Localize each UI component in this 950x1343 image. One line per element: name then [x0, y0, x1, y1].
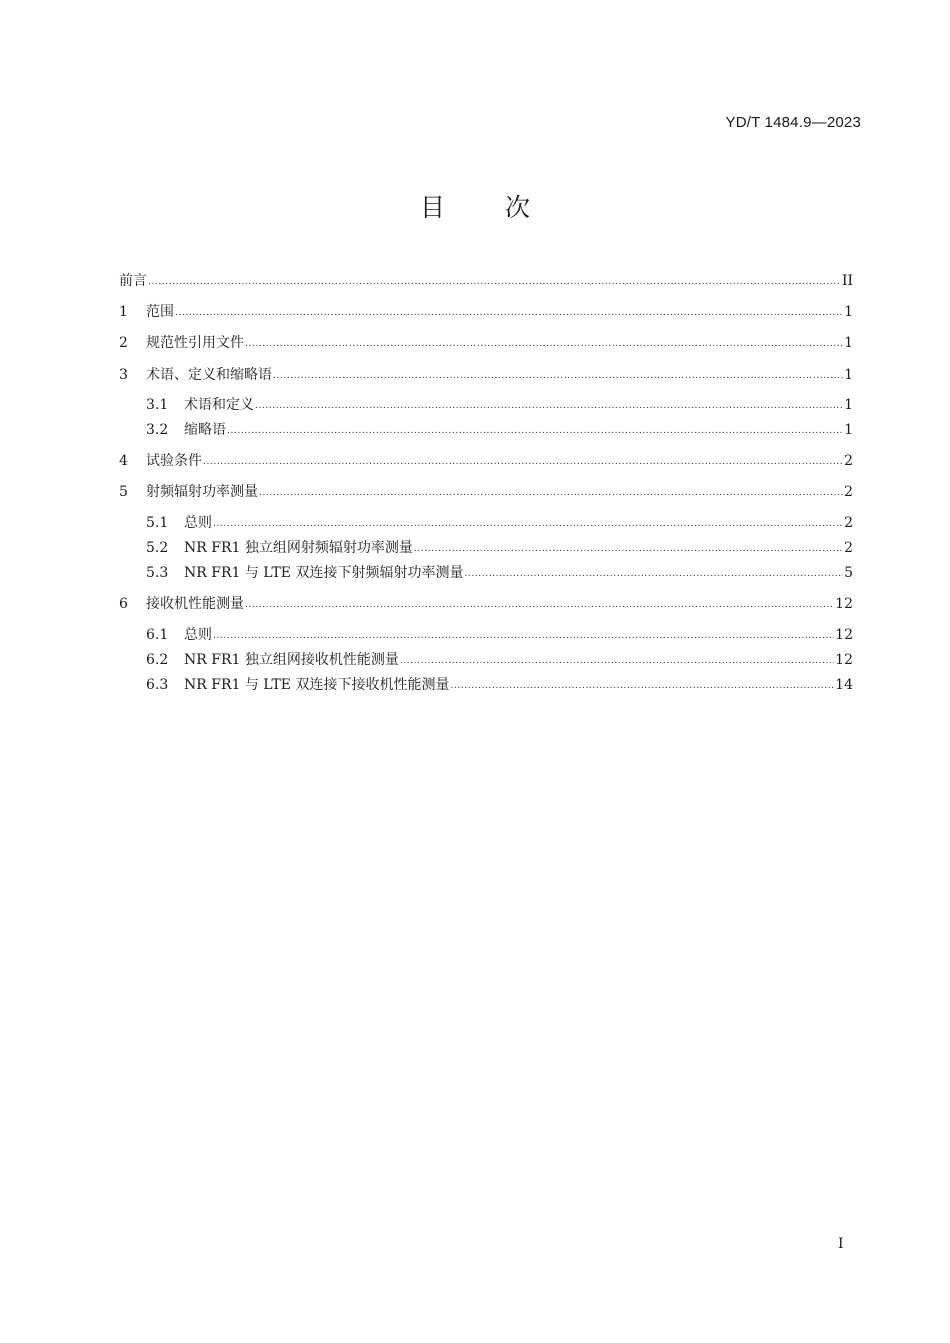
toc-entry-page: 1	[844, 397, 853, 413]
dot-leader	[450, 675, 834, 697]
dot-leader	[245, 594, 834, 616]
toc-entry-page: 1	[844, 304, 853, 320]
toc-entry-page: 5	[844, 565, 853, 581]
toc-entry-2[interactable]	[119, 332, 853, 354]
dot-leader	[148, 271, 841, 293]
toc-entry-label: 术语、定义和缩略语	[146, 367, 272, 383]
toc-entry-number: 1	[119, 304, 128, 320]
toc-entry-3[interactable]	[119, 364, 853, 386]
toc-entry-5-3[interactable]	[146, 562, 853, 584]
toc-entry-label: NR FR1 与 LTE 双连接下接收机性能测量	[184, 677, 450, 693]
toc-entry-3-2[interactable]	[146, 419, 853, 441]
dot-leader	[400, 650, 834, 672]
toc-entry-number: 2	[119, 335, 128, 351]
dot-leader	[213, 625, 834, 647]
toc-entry-page: 14	[835, 677, 853, 693]
dot-leader	[213, 513, 843, 535]
toc-title: 目次	[419, 193, 590, 222]
toc-entry-page: 1	[844, 422, 853, 438]
toc-entry-number: 3.1	[146, 397, 169, 413]
toc-entry-number: 3	[119, 367, 128, 383]
dot-leader	[259, 482, 843, 504]
dot-leader	[227, 420, 843, 442]
toc-entry-6-2[interactable]	[146, 649, 853, 671]
toc-entry-label: 总则	[184, 515, 212, 531]
toc-entry-page: 12	[835, 652, 853, 668]
toc-entry-6-1[interactable]	[146, 624, 853, 646]
toc-entry-label: 术语和定义	[184, 397, 254, 413]
toc-entry-foreword[interactable]	[119, 270, 853, 292]
toc-entry-page: 1	[844, 367, 853, 383]
toc-entry-label: 接收机性能测量	[146, 596, 244, 612]
dot-leader	[245, 333, 843, 355]
toc-entry-label: 总则	[184, 627, 212, 643]
page-number: I	[838, 1236, 844, 1252]
toc-entry-number: 5.3	[146, 565, 169, 581]
toc-entry-number: 4	[119, 453, 128, 469]
toc-entry-label: 射频辐射功率测量	[146, 484, 258, 500]
toc-entry-4[interactable]	[119, 450, 853, 472]
toc-entry-5-2[interactable]	[146, 537, 853, 559]
toc-entry-5[interactable]	[119, 481, 853, 503]
dot-leader	[255, 395, 843, 417]
toc-entry-number: 6.3	[146, 677, 169, 693]
toc-entry-number: 5.1	[146, 515, 169, 531]
toc-entry-number: 6	[119, 596, 128, 612]
standard-code: YD/T 1484.9—2023	[725, 114, 861, 131]
toc-entry-number: 6.2	[146, 652, 169, 668]
toc-entry-number: 5.2	[146, 540, 169, 556]
toc-entry-page: 2	[844, 515, 853, 531]
toc-entry-5-1[interactable]	[146, 512, 853, 534]
toc-entry-page: II	[841, 273, 853, 289]
toc-entry-page: 2	[844, 484, 853, 500]
dot-leader	[175, 302, 843, 324]
dot-leader	[414, 538, 843, 560]
toc-entry-label: 前言	[119, 273, 147, 289]
toc-entry-number: 3.2	[146, 422, 169, 438]
toc-entry-label: 范围	[146, 304, 174, 320]
dot-leader	[203, 451, 843, 473]
toc-entry-page: 12	[835, 596, 853, 612]
dot-leader	[464, 563, 843, 585]
toc-entry-page: 12	[835, 627, 853, 643]
toc-entry-page: 1	[844, 335, 853, 351]
toc-entry-number: 6.1	[146, 627, 169, 643]
toc-entry-label: 规范性引用文件	[146, 335, 244, 351]
toc-entry-6-3[interactable]	[146, 674, 853, 696]
toc-entry-number: 5	[119, 484, 128, 500]
toc-entry-label: NR FR1 与 LTE 双连接下射频辐射功率测量	[184, 565, 464, 581]
dot-leader	[273, 365, 843, 387]
toc-entry-label: 试验条件	[146, 453, 202, 469]
toc-entry-page: 2	[844, 453, 853, 469]
toc-entry-page: 2	[844, 540, 853, 556]
toc-entry-label: NR FR1 独立组网射频辐射功率测量	[184, 540, 413, 556]
toc-entry-label: 缩略语	[184, 422, 226, 438]
toc-entry-3-1[interactable]	[146, 394, 853, 416]
toc-entry-label: NR FR1 独立组网接收机性能测量	[184, 652, 399, 668]
toc-entry-1[interactable]	[119, 301, 853, 323]
toc-entry-6[interactable]	[119, 593, 853, 615]
